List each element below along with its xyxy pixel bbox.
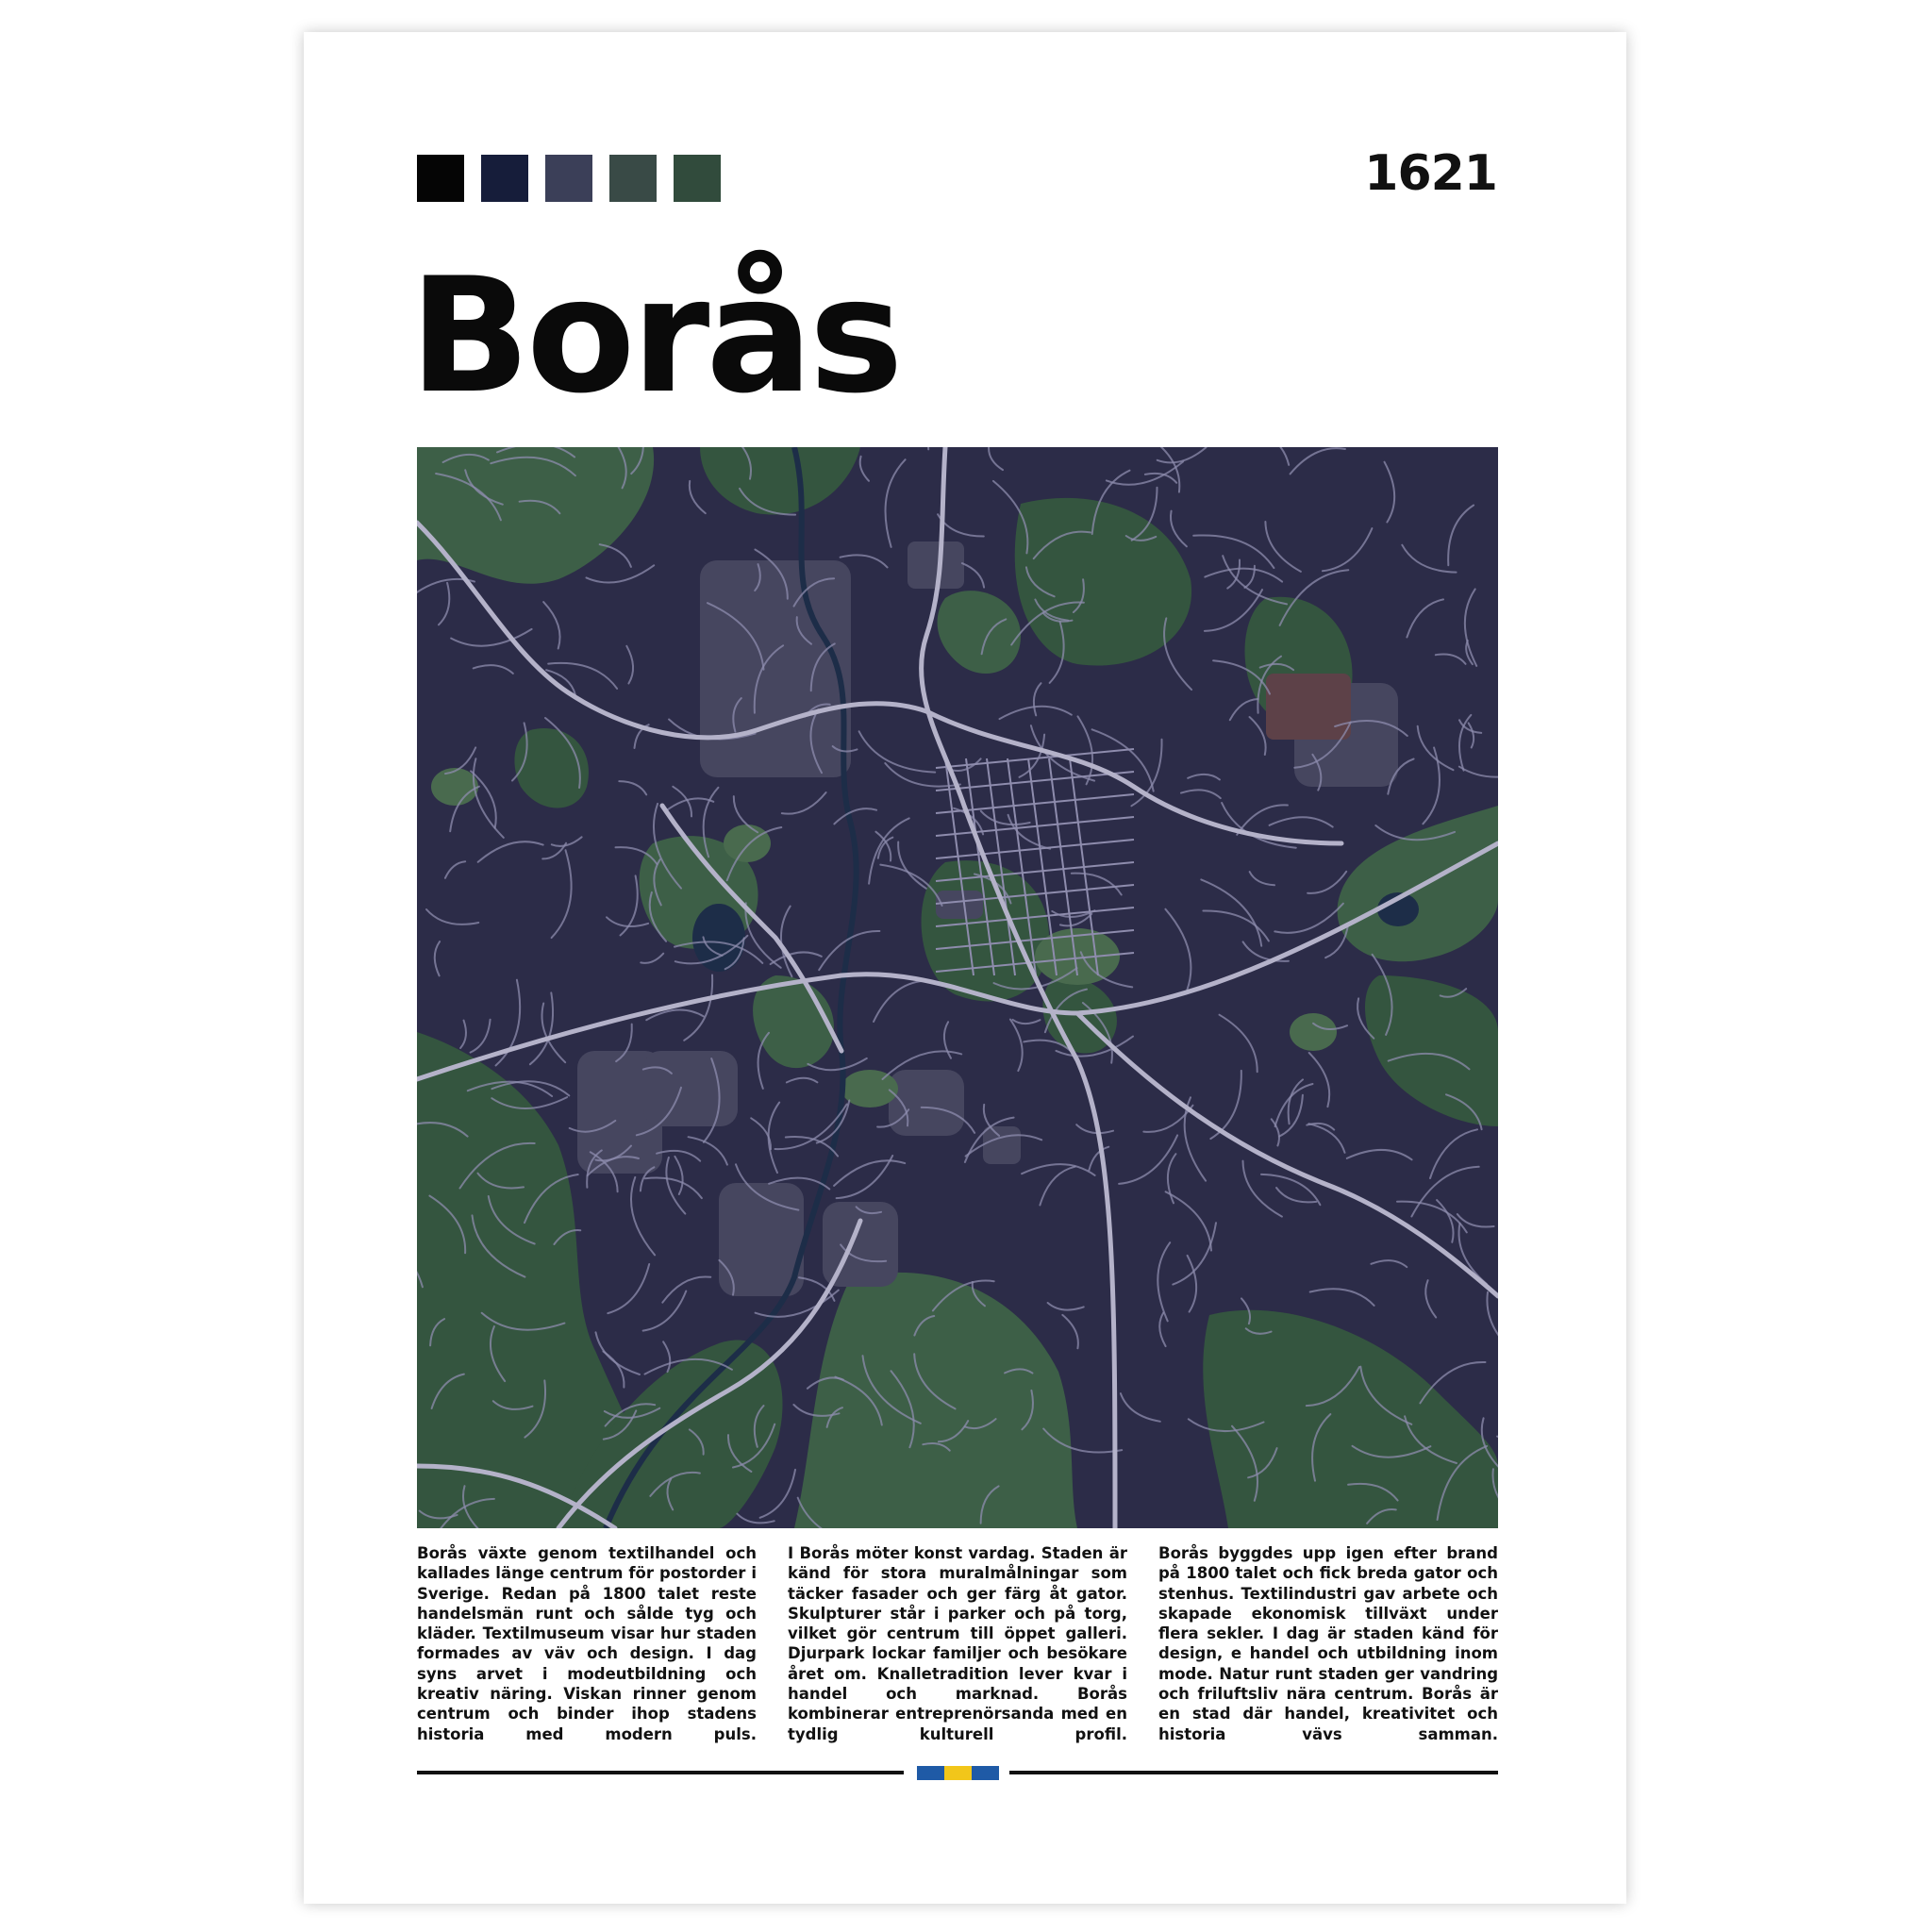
industrial-zone xyxy=(823,1202,898,1287)
industrial-zone xyxy=(700,560,851,777)
description-columns xyxy=(417,1543,1498,1744)
palette-swatch xyxy=(674,155,721,202)
palette-swatch xyxy=(481,155,528,202)
flag-stripe xyxy=(972,1766,999,1780)
founding-year: 1621 xyxy=(1364,145,1497,202)
park-area xyxy=(1290,1013,1337,1051)
description-paragraph: I Borås möter konst vardag. Staden är känd för stora muralmålningar som täcker fasader och ger färg åt gator. Skulpturer står i parker och på torg, vilket gör centrum till öppet galleri. Djurpark lockar familjer och besökare året om. Knalletradition lever kvar i handel och marknad. Borås kombinerar entreprenörsanda med en tydlig kulturell profil. xyxy=(788,1544,1127,1743)
palette-swatch xyxy=(609,155,657,202)
street-map-svg xyxy=(417,447,1498,1528)
footer-divider-left xyxy=(417,1771,904,1774)
industrial-zone xyxy=(643,1051,738,1126)
footer-divider-right xyxy=(1009,1771,1498,1774)
park-area xyxy=(724,824,771,862)
civic-zone xyxy=(908,541,964,589)
civic-zone xyxy=(983,1126,1021,1164)
industrial-zone xyxy=(889,1070,964,1136)
description-paragraph: Borås byggdes upp igen efter brand på 1800 talet och fick breda gator och stenhus. Textilindustri gav arbete och skapade ekonomisk tillväxt under flera sekler. I dag är staden känd för design, e handel och utbildning inom mode. Natur runt staden ger vandring och friluftsliv nära centrum. Borås är en stad där handel, kreativitet och historia vävs samman. xyxy=(1158,1544,1498,1743)
description-paragraph: Borås växte genom textilhandel och kallades länge centrum för postorder i Sverige. Redan på 1800 talet reste handelsmän runt och sålde tyg och kläder. Textilmuseum visar hur staden formades av väv och design. I dag syns arvet i modeutbildning och kreativ näring. Viskan rinner genom centrum och binder ihop stadens historia med modern puls. xyxy=(417,1544,757,1743)
park-area xyxy=(431,768,478,806)
flag-stripe xyxy=(944,1766,972,1780)
swedish-flag-icon xyxy=(917,1766,999,1780)
civic-zone xyxy=(936,891,983,919)
city-map xyxy=(417,447,1498,1528)
color-palette xyxy=(417,155,738,202)
park-area xyxy=(1035,928,1120,985)
palette-swatch xyxy=(417,155,464,202)
poster xyxy=(304,32,1626,1904)
civic-zone xyxy=(1266,674,1351,740)
flag-stripe xyxy=(917,1766,944,1780)
palette-swatch xyxy=(545,155,592,202)
city-title: Borås xyxy=(409,243,900,428)
lake xyxy=(692,904,745,972)
